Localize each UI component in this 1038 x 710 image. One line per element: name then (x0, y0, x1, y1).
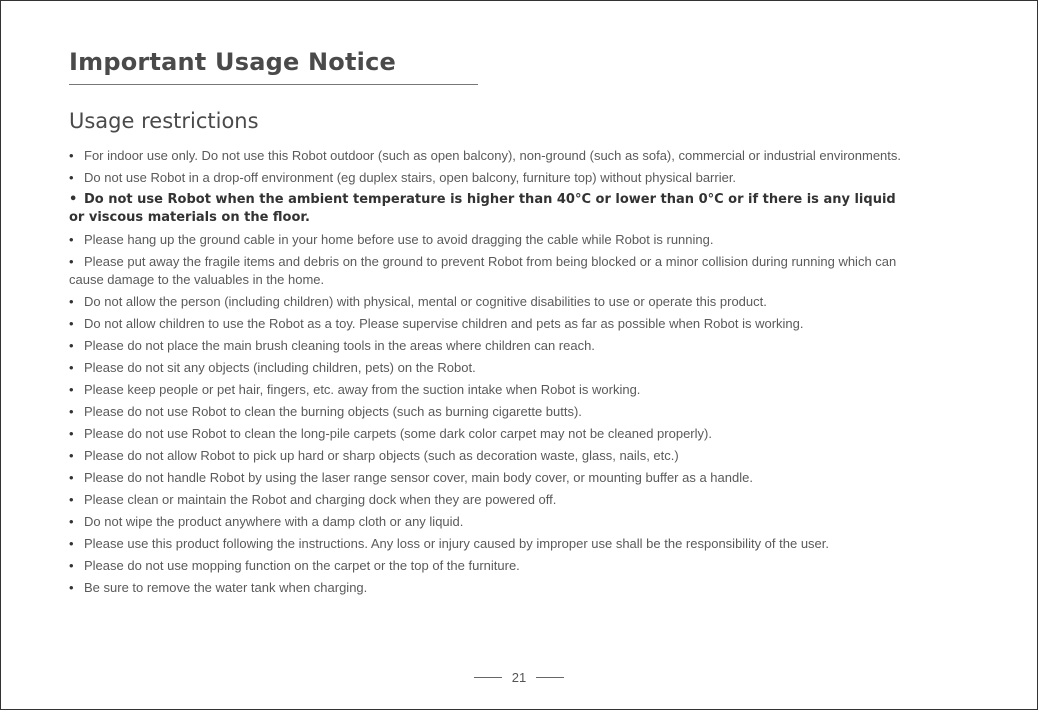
list-item-text: Please do not allow Robot to pick up hard or sharp objects (such as decoration waste, glass, nails, etc.) (84, 448, 679, 463)
list-item (69, 425, 909, 443)
list-item (69, 231, 909, 249)
list-item-text: Please do not use Robot to clean the long-pile carpets (some dark color carpet may not be cleaned properly). (84, 426, 712, 441)
bullet-icon: • (69, 558, 74, 573)
footer-rule-right (536, 677, 564, 678)
bullet-icon: • (69, 514, 74, 529)
list-item (69, 253, 909, 289)
list-item (69, 337, 909, 355)
list-item (69, 513, 909, 531)
list-item-text: Please do not use Robot to clean the burning objects (such as burning cigarette butts). (84, 404, 582, 419)
list-item-text: Please do not sit any objects (including children, pets) on the Robot. (84, 360, 476, 375)
list-item (69, 293, 909, 311)
list-item (69, 359, 909, 377)
list-item-text: Do not allow children to use the Robot as a toy. Please supervise children and pets as far as possible when Robot is working. (84, 316, 804, 331)
bullet-icon: • (69, 404, 74, 419)
list-item (69, 579, 909, 597)
list-item-text: Please hang up the ground cable in your home before use to avoid dragging the cable while Robot is running. (84, 232, 714, 247)
section-title: Usage restrictions (69, 109, 259, 133)
list-item-text: Do not use Robot when the ambient temperature is higher than 40°C or lower than 0°C or if there is any liquid or viscous materials on the floor. (69, 192, 896, 225)
list-item (69, 447, 909, 465)
list-item-text: Please put away the fragile items and debris on the ground to prevent Robot from being blocked or a minor collision during running which can cause damage to the valuables in the home. (69, 254, 897, 287)
list-item-text: For indoor use only. Do not use this Robot outdoor (such as open balcony), non-ground (such as sofa), commercial or industrial environments. (84, 148, 902, 163)
list-item-text: Please do not use mopping function on the carpet or the top of the furniture. (84, 558, 520, 573)
footer-rule-left (474, 677, 502, 678)
list-item (69, 191, 909, 227)
list-item (69, 169, 909, 187)
list-item-text: Do not allow the person (including children) with physical, mental or cognitive disabilities to use or operate this product. (84, 294, 767, 309)
list-item-text: Please clean or maintain the Robot and charging dock when they are powered off. (84, 492, 557, 507)
list-item-text: Please keep people or pet hair, fingers, etc. away from the suction intake when Robot is working. (84, 382, 641, 397)
bullet-icon: • (69, 448, 74, 463)
list-item-text: Do not use Robot in a drop-off environment (eg duplex stairs, open balcony, furniture top) without physical barrier. (84, 170, 737, 185)
page-title: Important Usage Notice (69, 48, 396, 76)
list-item-text: Please do not place the main brush cleaning tools in the areas where children can reach. (84, 338, 595, 353)
page-number: 21 (511, 669, 527, 685)
bullet-icon: • (69, 232, 74, 247)
bullet-icon: • (69, 148, 74, 163)
bullet-icon: • (69, 254, 74, 269)
list-item-text: Please do not handle Robot by using the laser range sensor cover, main body cover, or mounting buffer as a handle. (84, 470, 753, 485)
bullet-icon: • (69, 470, 74, 485)
list-item (69, 315, 909, 333)
list-item (69, 403, 909, 421)
list-item (69, 381, 909, 399)
bullet-icon: • (69, 536, 74, 551)
bullet-icon: • (69, 192, 78, 207)
usage-restrictions-list (69, 147, 909, 601)
bullet-icon: • (69, 382, 74, 397)
list-item (69, 469, 909, 487)
bullet-icon: • (69, 360, 74, 375)
bullet-icon: • (69, 316, 74, 331)
list-item-text: Please use this product following the instructions. Any loss or injury caused by improper use shall be the responsibility of the user. (84, 536, 830, 551)
list-item (69, 557, 909, 575)
list-item (69, 491, 909, 509)
bullet-icon: • (69, 492, 74, 507)
bullet-icon: • (69, 294, 74, 309)
bullet-icon: • (69, 170, 74, 185)
list-item (69, 147, 909, 165)
page-footer (1, 668, 1037, 686)
list-item (69, 535, 909, 553)
list-item-text: Do not wipe the product anywhere with a damp cloth or any liquid. (84, 514, 464, 529)
list-item-text: Be sure to remove the water tank when charging. (84, 580, 368, 595)
bullet-icon: • (69, 580, 74, 595)
title-underline (69, 84, 478, 85)
bullet-icon: • (69, 426, 74, 441)
bullet-icon: • (69, 338, 74, 353)
